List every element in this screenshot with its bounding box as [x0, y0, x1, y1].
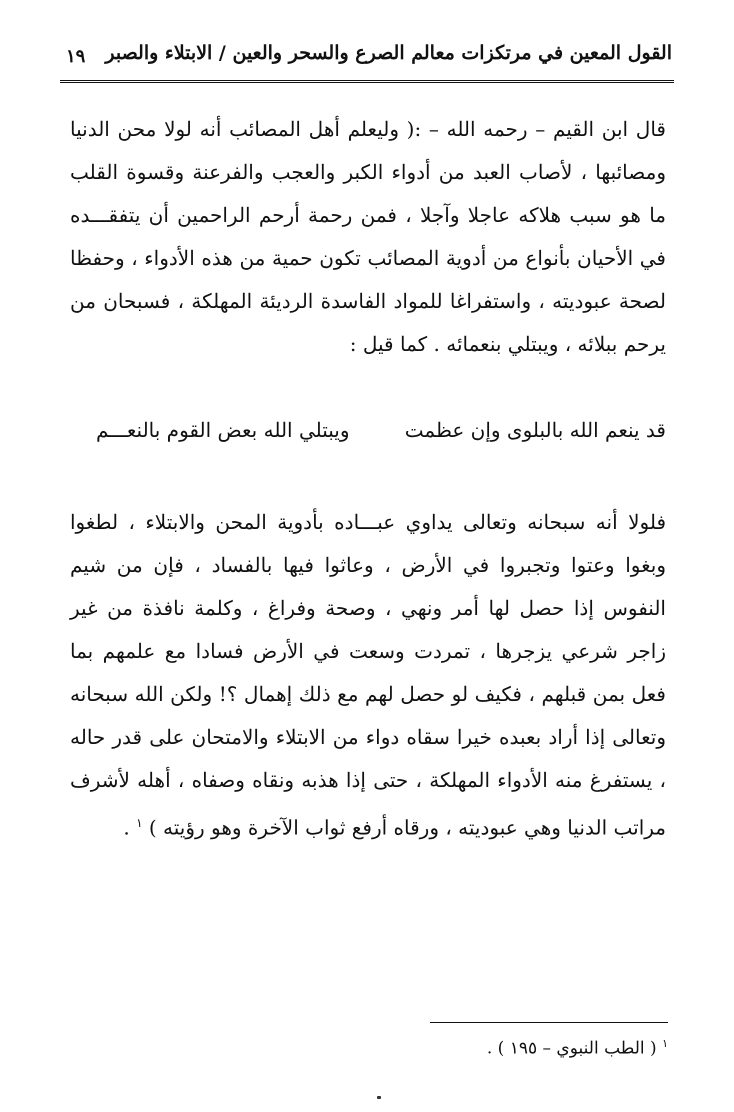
- header-divider: [60, 80, 674, 83]
- poetry-verse: [96, 418, 666, 458]
- footnote-number: ١: [662, 1037, 668, 1050]
- quote-paragraph-2-text: فلولا أنه سبحانه وتعالى يداوي عبـــاده بأدوية المحن والابتلاء ، لطغوا وبغوا وعتوا وتجبروا في الأرض ، وعاثوا فيها بالفساد ، فإن من شيم النفوس إذا حصل لها أمر ونهي ، وصحة وفراغ ، وكلمة نافذة من غير زاجر شرعي يزجرها ، تمردت وسعت في الأرض فسادا مع علمهم بما فعل بمن قبلهم ، فكيف لو حصل لهم مع ذلك إهمال ؟! ولكن الله سبحانه وتعالى إذا أراد بعبده خيرا سقاه دواء من الابتلاء والامتحان على قدر حاله ، يستفرغ منه الأدواء المهلكة ، حتى إذا هذبه ونقاه وصفاه ، أهله لأشرف مراتب الدنيا وهي عبوديته ، ورقاه أرفع ثواب الآخرة وهو رؤيته ): [70, 510, 666, 840]
- verse-second-hemistich: ويبتلي الله بعض القوم بالنعـــم: [96, 418, 350, 442]
- footnote-divider: [430, 1022, 668, 1023]
- footnote: [487, 1037, 668, 1059]
- page-number: ١٩: [66, 46, 86, 67]
- scan-speck: [377, 1096, 381, 1099]
- footnote-text: ( الطب النبوي – ١٩٥ ) .: [486, 1038, 657, 1059]
- quote-paragraph-1: قال ابن القيم – رحمه الله – :( وليعلم أهل المصائب أنه لولا محن الدنيا ومصائبها ، لأصاب العبد من أدواء الكبر والعجب والفرعنة وقسوة القلب ما هو سبب هلاكه عاجلا وآجلا ، فمن رحمة أرحم الراحمين أن يتفقـــده في الأحيان بأنواع من أدوية المصائب تكون حمية من هذه الأدواء ، وحفظا لصحة عبوديته ، واستفراغا للمواد الفاسدة الرديئة المهلكة ، فسبحان من يرحم ببلائه ، ويبتلي بنعمائه . كما قيل :: [70, 117, 666, 356]
- page-header: [60, 38, 672, 78]
- quote-paragraph-2: [70, 501, 666, 850]
- running-title: القول المعين في مرتكزات معالم الصرع والسحر والعين / الابتلاء والصبر: [105, 42, 672, 64]
- paragraph-end-period: .: [123, 815, 137, 840]
- verse-first-hemistich: قد ينعم الله بالبلوى وإن عظمت: [404, 418, 666, 442]
- footnote-reference[interactable]: ١: [136, 816, 143, 830]
